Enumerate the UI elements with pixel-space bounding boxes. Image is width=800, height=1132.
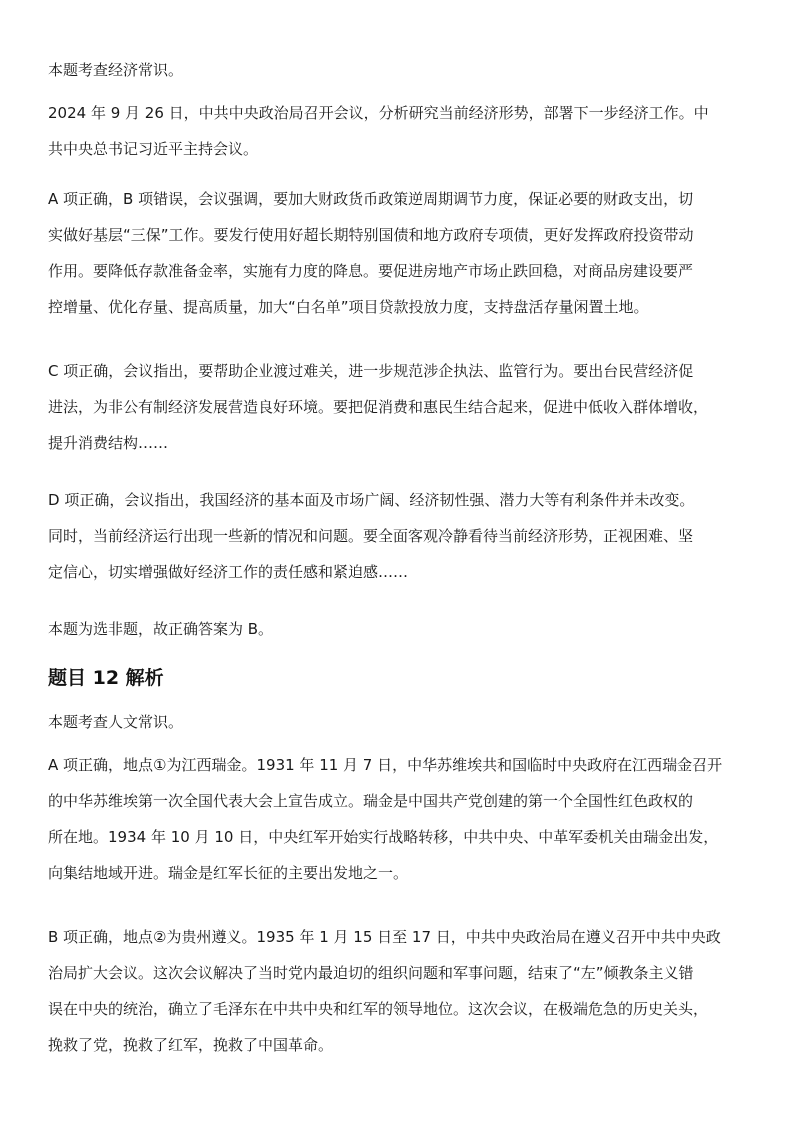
text-line: A 项正确，B 项错误，会议强调，要加大财政货币政策逆周期调节力度，保证必要的财政支出，切	[48, 190, 694, 208]
text-line: 控增量、优化存量、提高质量，加大“白名单”项目贷款投放力度，支持盘活存量闲置土地。	[48, 298, 649, 316]
text-line: 本题考查人文常识。	[48, 713, 184, 731]
paragraph-option-a-b	[48, 181, 758, 325]
text-line: 实做好基层“三保”工作。要发行使用好超长期特别国债和地方政府专项债，更好发挥政府投资带动	[48, 226, 694, 244]
paragraph-option-d	[48, 482, 758, 590]
text-line: 本题考查经济常识。	[48, 61, 184, 79]
text-line: A 项正确，地点①为江西瑞金。1931 年 11 月 7 日，中华苏维埃共和国临时中央政府在江西瑞金召开	[48, 756, 723, 774]
paragraph-intro-humanities	[48, 704, 758, 740]
text-line: 同时，当前经济运行出现一些新的情况和问题。要全面客观冷静看待当前经济形势，正视困难、坚	[48, 527, 694, 545]
text-line: 进法，为非公有制经济发展营造良好环境。要把促消费和惠民生结合起来，促进中低收入群体增收，	[48, 398, 709, 416]
text-line: 定信心，切实增强做好经济工作的责任感和紧迫感……	[48, 563, 409, 581]
text-line: 治局扩大会议。这次会议解决了当时党内最迫切的组织问题和军事问题，结束了“左”倾教条主义错	[48, 964, 694, 982]
text-line: C 项正确，会议指出，要帮助企业渡过难关，进一步规范涉企执法、监管行为。要出台民营经济促	[48, 362, 694, 380]
text-line: 本题为选非题，故正确答案为 B。	[48, 620, 274, 638]
paragraph-option-c	[48, 353, 758, 461]
text-line: B 项正确，地点②为贵州遵义。1935 年 1 月 15 日至 17 日，中共中央政治局在遵义召开中共中央政	[48, 928, 721, 946]
paragraph-meeting	[48, 95, 758, 167]
paragraph-option-b-zunyi	[48, 919, 758, 1063]
paragraph-intro-economics	[48, 52, 758, 88]
text-line: 提升消费结构……	[48, 434, 169, 452]
paragraph-answer	[48, 611, 758, 647]
text-line: 向集结地域开进。瑞金是红军长征的主要出发地之一。	[48, 864, 409, 882]
text-line: 作用。要降低存款准备金率，实施有力度的降息。要促进房地产市场止跌回稳，对商品房建设要严	[48, 262, 694, 280]
text-line: 误在中央的统治，确立了毛泽东在中共中央和红军的领导地位。这次会议，在极端危急的历史关头，	[48, 1000, 709, 1018]
text-line: 所在地。1934 年 10 月 10 日，中央红军开始实行战略转移，中共中央、中革军委机关由瑞金出发，	[48, 828, 719, 846]
paragraph-option-a-ruijin	[48, 747, 758, 891]
section-heading: 题目 12 解析	[48, 667, 164, 689]
text-line: 的中华苏维埃第一次全国代表大会上宣告成立。瑞金是中国共产党创建的第一个全国性红色政权的	[48, 792, 694, 810]
text-line: 2024 年 9 月 26 日，中共中央政治局召开会议，分析研究当前经济形势，部署下一步经济工作。中	[48, 104, 709, 122]
text-line: 共中央总书记习近平主持会议。	[48, 140, 259, 158]
text-line: D 项正确，会议指出，我国经济的基本面及市场广阔、经济韧性强、潜力大等有利条件并未改变。	[48, 491, 695, 509]
text-line: 挽救了党，挽救了红军，挽救了中国革命。	[48, 1036, 334, 1054]
